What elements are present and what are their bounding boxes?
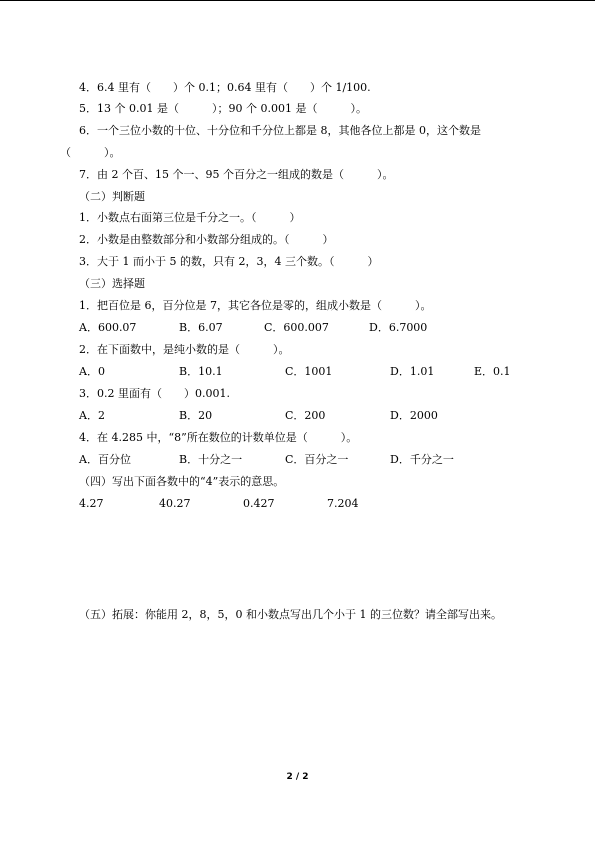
choice-4-option-b: B．十分之一: [179, 453, 243, 466]
choice-3-option-c: C．200: [285, 409, 326, 422]
fill-question-6: 6．一个三位小数的十位、十分位和千分位上都是 8，其他各位上都是 0，这个数是: [79, 124, 481, 137]
choice-question-2: 2．在下面数中，是纯小数的是（ ）。: [79, 343, 290, 356]
choice-4-option-c: C．百分之一: [285, 453, 349, 466]
section-3-title: （三）选择题: [79, 277, 145, 290]
choice-2-option-d: D．1.01: [390, 365, 435, 378]
number-0-427: 0.427: [243, 497, 275, 510]
judge-question-2: 2．小数是由整数部分和小数部分组成的。（ ）: [79, 233, 334, 246]
choice-2-option-e: E．0.1: [474, 365, 511, 378]
choice-1-option-d: D．6.7000: [369, 321, 428, 334]
judge-question-1: 1．小数点右面第三位是千分之一。（ ）: [79, 211, 301, 224]
choice-4-option-d: D．千分之一: [390, 453, 454, 466]
fill-question-5: 5．13 个 0.01 是（ ）；90 个 0.001 是（ ）。: [79, 102, 367, 115]
page-number: 2 / 2: [286, 772, 309, 782]
fill-question-6-continued: （ ）。: [60, 146, 121, 159]
choice-question-4: 4．在 4.285 中，“8”所在数位的计数单位是（ ）。: [79, 431, 358, 444]
header-rule: [0, 0, 595, 1]
section-2-title: （二）判断题: [79, 190, 145, 203]
choice-question-1: 1．把百位是 6，百分位是 7，其它各位是零的，组成小数是（ ）。: [79, 299, 432, 312]
number-4-27: 4.27: [79, 497, 104, 510]
choice-3-option-a: A．2: [79, 409, 105, 422]
section-4-title: （四）写出下面各数中的“4”表示的意思。: [79, 475, 285, 488]
choice-1-option-c: C．600.007: [264, 321, 329, 334]
choice-3-option-d: D．2000: [390, 409, 438, 422]
choice-4-option-a: A．百分位: [79, 453, 131, 466]
section-5-title: （五）拓展：你能用 2，8，5，0 和小数点写出几个小于 1 的三位数？请全部写出来。: [79, 608, 502, 621]
number-40-27: 40.27: [159, 497, 191, 510]
fill-question-7: 7．由 2 个百、15 个一、95 个百分之一组成的数是（ ）。: [79, 168, 394, 181]
choice-3-option-b: B．20: [179, 409, 213, 422]
number-7-204: 7.204: [327, 497, 359, 510]
judge-question-3: 3．大于 1 而小于 5 的数，只有 2，3，4 三个数。（ ）: [79, 255, 379, 268]
choice-1-option-b: B．6.07: [179, 321, 223, 334]
choice-2-option-c: C．1001: [285, 365, 333, 378]
fill-question-4: 4．6.4 里有（ ）个 0.1；0.64 里有（ ）个 1/100.: [79, 81, 371, 94]
choice-2-option-b: B．10.1: [179, 365, 223, 378]
choice-question-3: 3．0.2 里面有（ ）0.001.: [79, 387, 230, 400]
choice-1-option-a: A．600.07: [79, 321, 137, 334]
choice-2-option-a: A．0: [79, 365, 105, 378]
